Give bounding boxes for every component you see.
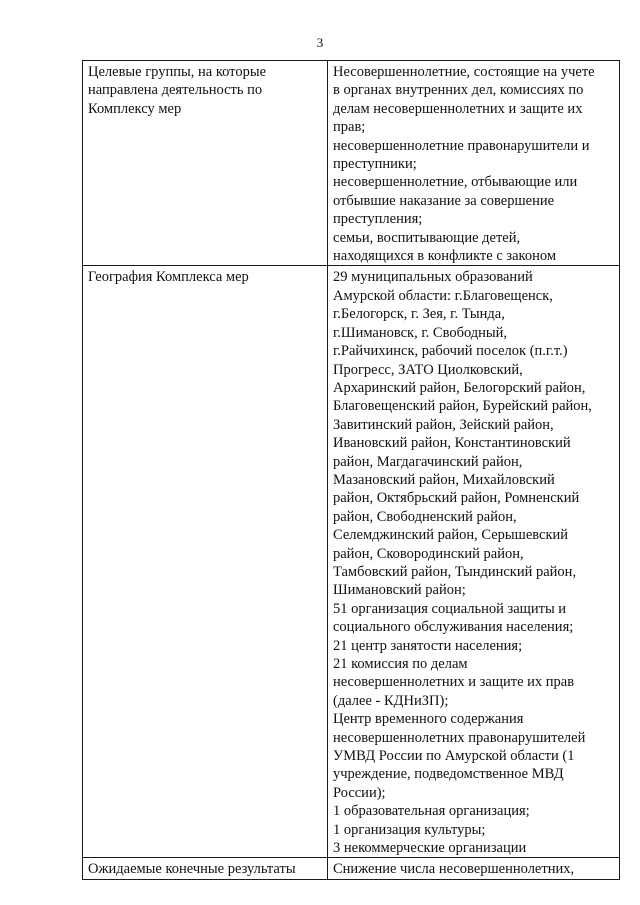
value-line: несовершеннолетних и защите их прав bbox=[333, 674, 575, 691]
value-line: 51 организация социальной защиты и bbox=[333, 600, 567, 617]
value-line: Шимановский район; bbox=[333, 582, 466, 599]
value-line: учреждение, подведомственное МВД bbox=[333, 766, 564, 783]
value-line: несовершеннолетние правонарушители и bbox=[333, 137, 590, 154]
value-line: Амурской области: г.Благовещенск, bbox=[333, 287, 553, 304]
label-line: Ожидаемые конечные результаты bbox=[88, 861, 296, 878]
table-row-target-groups bbox=[83, 61, 620, 266]
value-line: Архаринский район, Белогорский район, bbox=[333, 379, 586, 396]
label-line: География Комплекса мер bbox=[88, 269, 249, 286]
value-line: делам несовершеннолетних и защите их bbox=[333, 100, 583, 117]
value-line: Тамбовский район, Тындинский район, bbox=[333, 563, 577, 580]
value-line: Мазановский район, Михайловский bbox=[333, 471, 555, 488]
value-line: Завитинский район, Зейский район, bbox=[333, 416, 554, 433]
value-line: 1 организация культуры; bbox=[333, 821, 486, 838]
page-number: 3 bbox=[316, 35, 324, 50]
value-line: Прогресс, ЗАТО Циолковский, bbox=[333, 361, 523, 378]
value-line: 21 центр занятости населения; bbox=[333, 637, 523, 654]
value-line: несовершеннолетние, отбывающие или bbox=[333, 174, 578, 191]
value-line: г.Белогорск, г. Зея, г. Тында, bbox=[333, 306, 505, 323]
value-line: Снижение числа несовершеннолетних, bbox=[333, 861, 575, 878]
value-line: УМВД России по Амурской области (1 bbox=[333, 748, 575, 765]
target-groups-label-cell bbox=[83, 61, 328, 266]
value-line: России); bbox=[333, 784, 386, 801]
value-line: Несовершеннолетние, состоящие на учете bbox=[333, 64, 595, 80]
table-row-geography bbox=[83, 266, 620, 858]
value-line: район, Сковородинский район, bbox=[333, 545, 524, 562]
value-line: район, Октябрьский район, Ромненский bbox=[333, 490, 580, 507]
value-line: 21 комиссия по делам bbox=[333, 656, 468, 672]
value-line: район, Магдагачинский район, bbox=[333, 453, 523, 470]
value-line: район, Свободненский район, bbox=[333, 508, 517, 525]
value-line: (далее - КДНиЗП); bbox=[333, 692, 449, 709]
expected-results-label-cell bbox=[83, 858, 328, 879]
value-line: Ивановский район, Константиновский bbox=[333, 435, 571, 452]
geography-value-cell bbox=[328, 266, 620, 858]
value-line: 3 некоммерческие организации bbox=[333, 840, 527, 857]
value-line: г.Райчихинск, рабочий поселок (п.г.т.) bbox=[333, 343, 568, 360]
expected-results-value-cell bbox=[328, 858, 620, 879]
value-line: семьи, воспитывающие детей, bbox=[333, 229, 521, 246]
value-line: Селемджинский район, Серышевский bbox=[333, 527, 569, 544]
target-groups-value-cell bbox=[328, 61, 620, 266]
value-line: находящихся в конфликте с законом bbox=[333, 248, 557, 265]
geography-label-cell bbox=[83, 266, 328, 858]
value-line: 29 муниципальных образований bbox=[333, 269, 533, 286]
value-line: г.Шимановск, г. Свободный, bbox=[333, 324, 508, 341]
value-line: отбывшие наказание за совершение bbox=[333, 192, 555, 209]
value-line: прав; bbox=[333, 119, 366, 136]
value-line: преступления; bbox=[333, 211, 423, 228]
label-line: Целевые группы, на которые bbox=[88, 64, 267, 80]
label-line: направлена деятельность по bbox=[88, 82, 263, 99]
table-row-expected-results bbox=[83, 858, 620, 879]
value-line: несовершеннолетних правонарушителей bbox=[333, 729, 586, 746]
value-line: преступники; bbox=[333, 156, 417, 173]
value-line: Благовещенский район, Бурейский район, bbox=[333, 398, 592, 415]
value-line: социального обслуживания населения; bbox=[333, 619, 574, 636]
label-line: Комплексу мер bbox=[88, 100, 182, 117]
value-line: 1 образовательная организация; bbox=[333, 803, 530, 820]
measures-passport-table bbox=[82, 60, 620, 880]
value-line: Центр временного содержания bbox=[333, 711, 524, 728]
value-line: в органах внутренних дел, комиссиях по bbox=[333, 82, 584, 99]
